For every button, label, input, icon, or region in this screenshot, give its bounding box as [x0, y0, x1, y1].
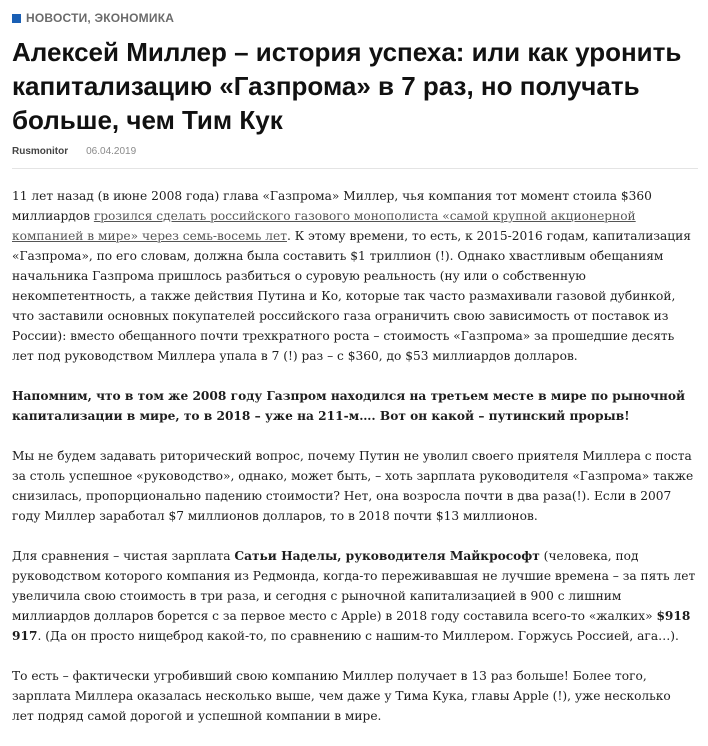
- nadella-name: Сатьи Наделы, руководителя Майкрософт: [234, 549, 540, 563]
- article-body: [12, 186, 696, 746]
- category-link[interactable]: НОВОСТИ, ЭКОНОМИКА: [26, 11, 175, 25]
- paragraph-5: То есть – фактически угробивший свою компанию Миллер получает в 13 раз больше! Более того, зарплата Миллера оказалась несколько выше, чем даже у Тима Кука, главы Apple (!), уже несколько лет подряд самой дорогой и успешной компании в мире.: [12, 669, 671, 723]
- article-title: Алексей Миллер – история успеха: или как уронить капитализацию «Газпрома» в 7 раз, но получать больше, чем Тим Кук: [12, 37, 682, 135]
- paragraph-4-text-end: . (Да он просто нищеброд какой-то, по сравнению с нашим-то Миллером. Горжусь Россией, ага…).: [37, 629, 679, 643]
- paragraph-1-text-start: 11 лет назад (в июне 2008 года) глава «Газпрома» Миллер, чья компания тот момент стоила $360 миллиардов: [12, 189, 652, 223]
- paragraph-4: [12, 546, 696, 646]
- paragraph-1-text-end: . К этому времени, то есть, к 2015-2016 годам, капитализация «Газпрома», по его словам, должна была составить $1 триллион (!). Однако хвастливым обещаниям начальника Газпрома пришлось разбиться о суровую реальность (ну или о собственную некомпетентность, а также действия Путина и Ко, которые так часто размахивали газовой дубинкой, что заставили основных покупателей российского газа ограничить свою зависимость от поставок из России): вместо обещанного почти трехкратного роста – стоимость «Газпрома» за прошедшие десять лет под руководством Миллера упала в 7 (!) раз – с $360, до $53 миллиардов долларов.: [12, 229, 691, 363]
- category-marker-icon: [12, 14, 21, 23]
- author-link[interactable]: Rusmonitor: [12, 146, 69, 157]
- meta-divider: [12, 168, 698, 169]
- paragraph-1: [12, 186, 696, 366]
- paragraph-3: Мы не будем задавать риторический вопрос, почему Путин не уволил своего приятеля Миллера с поста за столь успешное «руководство», однако, может быть, – хоть зарплата руководителя «Газпрома» также снизилась, пропорционально падению стоимости? Нет, она возросла почти в два раза(!). Если в 2007 году Миллер заработал $7 миллионов долларов, то в 2018 почти $13 миллионов.: [12, 449, 694, 523]
- nadella-salary: $918 917: [12, 609, 691, 643]
- publish-date: 06.04.2019: [86, 146, 137, 157]
- source-link[interactable]: грозился сделать российского газового монополиста «самой крупной акционерной компанией в мире» через семь-восемь лет: [12, 209, 636, 243]
- category-row: [12, 11, 174, 25]
- paragraph-4-text-middle: (человека, под руководством которого компания из Редмонда, когда-то переживавшая не лучшие времена – за пять лет увеличила свою стоимость в три раза, и сегодня с рыночной капитализацией в 900 с лишним миллиардов долларов борется с за первое место с Apple) в 2018 году составила всего-то «жалких»: [12, 549, 696, 623]
- article-meta: [12, 146, 136, 157]
- paragraph-2-bold: Напомним, что в том же 2008 году Газпром находился на третьем месте в мире по рыночной капитализации в мире, то в 2018 – уже на 211-м…. Вот он какой – путинский прорыв!: [12, 389, 686, 423]
- paragraph-4-text-start: Для сравнения – чистая зарплата: [12, 549, 235, 563]
